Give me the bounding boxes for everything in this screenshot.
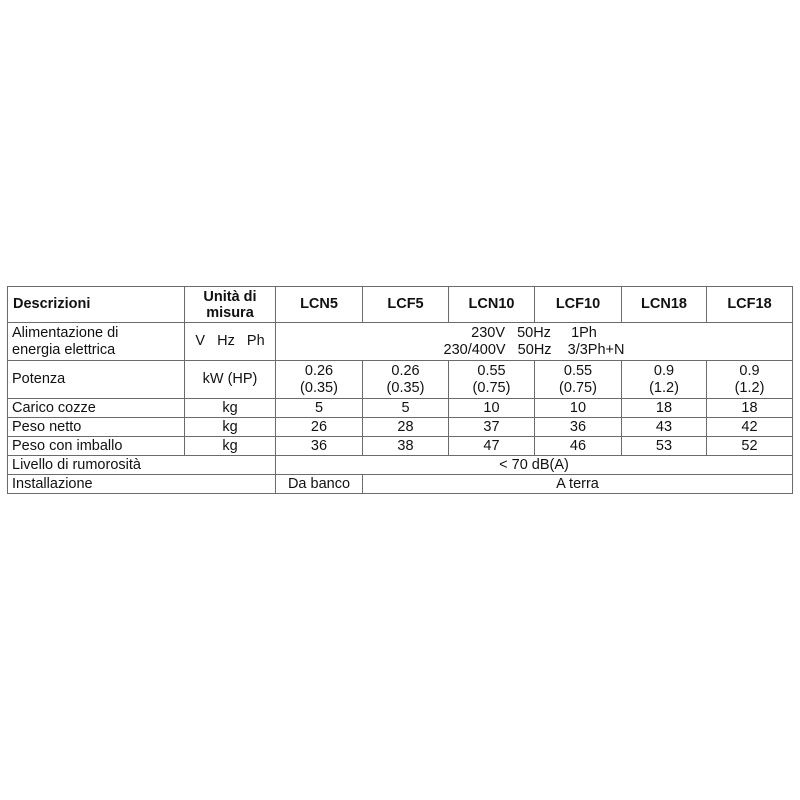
unit-net-weight: kg <box>185 418 276 437</box>
value-mussel-load: 10 <box>449 399 535 418</box>
value-packed-weight: 38 <box>363 437 449 456</box>
unit-packed-weight: kg <box>185 437 276 456</box>
value-mussel-load: 10 <box>535 399 622 418</box>
header-model-lcn5: LCN5 <box>276 287 363 323</box>
value-power: 0.55 (0.75) <box>535 361 622 399</box>
label-noise: Livello di rumorosità <box>8 456 276 475</box>
value-power: 0.9 (1.2) <box>622 361 707 399</box>
value-net-weight: 43 <box>622 418 707 437</box>
label-mussel-load: Carico cozze <box>8 399 185 418</box>
row-installation <box>8 475 793 494</box>
spec-table <box>7 286 793 494</box>
value-packed-weight: 46 <box>535 437 622 456</box>
value-net-weight: 26 <box>276 418 363 437</box>
value-mussel-load: 18 <box>707 399 793 418</box>
label-power-supply: Alimentazione di energia elettrica <box>8 323 185 361</box>
label-packed-weight: Peso con imballo <box>8 437 185 456</box>
header-model-lcn18: LCN18 <box>622 287 707 323</box>
value-mussel-load: 5 <box>276 399 363 418</box>
value-net-weight: 36 <box>535 418 622 437</box>
value-packed-weight: 36 <box>276 437 363 456</box>
value-net-weight: 37 <box>449 418 535 437</box>
value-packed-weight: 53 <box>622 437 707 456</box>
row-mussel-load <box>8 399 793 418</box>
label-power: Potenza <box>8 361 185 399</box>
value-net-weight: 42 <box>707 418 793 437</box>
header-model-lcf10: LCF10 <box>535 287 622 323</box>
header-unit: Unità di misura <box>185 287 276 323</box>
row-power-supply <box>8 323 793 361</box>
row-packed-weight <box>8 437 793 456</box>
row-net-weight <box>8 418 793 437</box>
header-model-lcf18: LCF18 <box>707 287 793 323</box>
row-noise <box>8 456 793 475</box>
value-power: 0.26 (0.35) <box>363 361 449 399</box>
label-net-weight: Peso netto <box>8 418 185 437</box>
value-packed-weight: 47 <box>449 437 535 456</box>
value-power: 0.26 (0.35) <box>276 361 363 399</box>
label-installation: Installazione <box>8 475 276 494</box>
value-power-supply: 230V 50Hz 1Ph 230/400V 50Hz 3/3Ph+N <box>276 323 793 361</box>
row-power <box>8 361 793 399</box>
value-installation-lcn5: Da banco <box>276 475 363 494</box>
header-model-lcf5: LCF5 <box>363 287 449 323</box>
value-power: 0.55 (0.75) <box>449 361 535 399</box>
value-net-weight: 28 <box>363 418 449 437</box>
unit-power: kW (HP) <box>185 361 276 399</box>
header-row <box>8 287 793 323</box>
value-mussel-load: 18 <box>622 399 707 418</box>
value-mussel-load: 5 <box>363 399 449 418</box>
value-power: 0.9 (1.2) <box>707 361 793 399</box>
unit-mussel-load: kg <box>185 399 276 418</box>
value-installation-others: A terra <box>363 475 793 494</box>
unit-power-supply: V Hz Ph <box>185 323 276 361</box>
header-description: Descrizioni <box>8 287 185 323</box>
header-model-lcn10: LCN10 <box>449 287 535 323</box>
value-packed-weight: 52 <box>707 437 793 456</box>
value-noise: < 70 dB(A) <box>276 456 793 475</box>
